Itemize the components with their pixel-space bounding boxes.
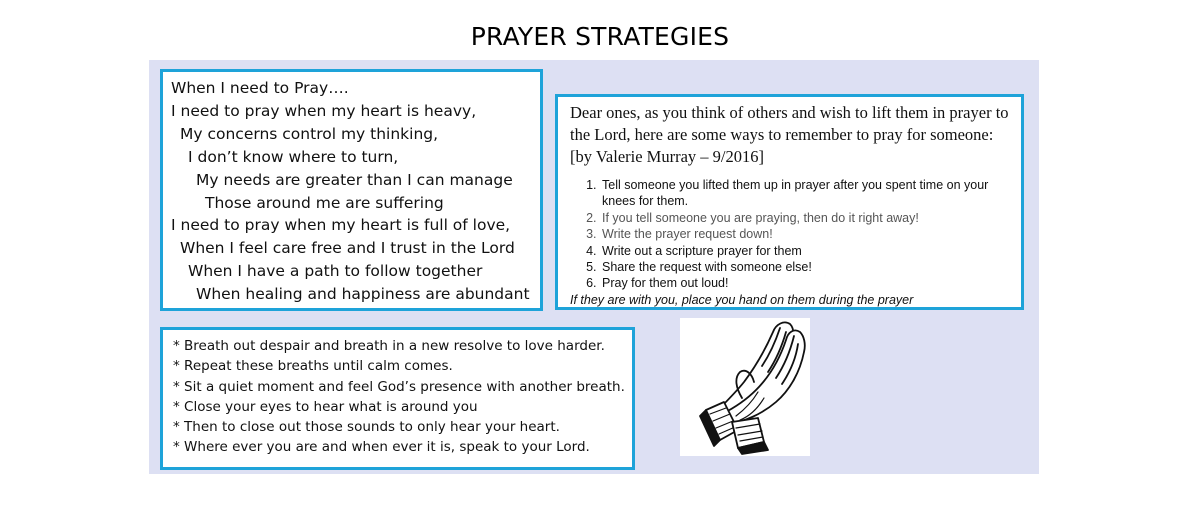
poem-line: When healing and happiness are abundant: [196, 285, 530, 304]
breath-line: * Sit a quiet moment and feel God’s presence with another breath.: [173, 378, 625, 395]
breath-line: * Where ever you are and when ever it is, speak to your Lord.: [173, 439, 590, 456]
ways-list: [570, 177, 1011, 292]
breathing-steps-box: [160, 327, 635, 470]
breath-line: * Then to close out those sounds to only hear your heart.: [173, 419, 560, 436]
poem-line: My concerns control my thinking,: [180, 124, 439, 143]
breath-line: * Breath out despair and breath in a new resolve to love harder.: [173, 338, 605, 354]
poem-line: I need to pray when my heart is full of love,: [171, 216, 511, 235]
intro-text: Dear ones, as you think of others and wish to lift them in prayer to the Lord, here are some ways to remember to pray for someone: [by Valerie Murray – 9/2016]: [570, 103, 1009, 166]
when-i-need-to-pray-box: [160, 69, 543, 311]
ways-to-pray-box: [555, 94, 1024, 310]
poem-line: Those around me are suffering: [205, 193, 444, 212]
praying-hands-icon: [680, 318, 810, 456]
poem-line: When I need to Pray….: [171, 79, 349, 97]
footer-note: If they are with you, place you hand on them during the prayer: [570, 292, 914, 307]
page-title: PRAYER STRATEGIES: [470, 22, 730, 51]
list-item: 3. Write the prayer request down!: [600, 226, 1011, 242]
list-item: 2. If you tell someone you are praying, then do it right away!: [600, 210, 1011, 226]
list-item: 6. Pray for them out loud!: [600, 275, 1011, 291]
list-item: 5. Share the request with someone else!: [600, 259, 1011, 275]
poem-line: When I have a path to follow together: [188, 262, 483, 281]
poem-line: My needs are greater than I can manage: [196, 170, 513, 189]
poem-line: I don’t know where to turn,: [188, 147, 399, 166]
breath-line: * Repeat these breaths until calm comes.: [173, 358, 453, 375]
list-item: 4. Write out a scripture prayer for them: [600, 243, 1011, 259]
breath-line: * Close your eyes to hear what is around you: [173, 398, 478, 415]
poem-line: I need to pray when my heart is heavy,: [171, 101, 477, 120]
poem-line: When I feel care free and I trust in the Lord: [180, 239, 515, 258]
list-item: 1. Tell someone you lifted them up in prayer after you spent time on your knees for them.: [600, 177, 1011, 210]
